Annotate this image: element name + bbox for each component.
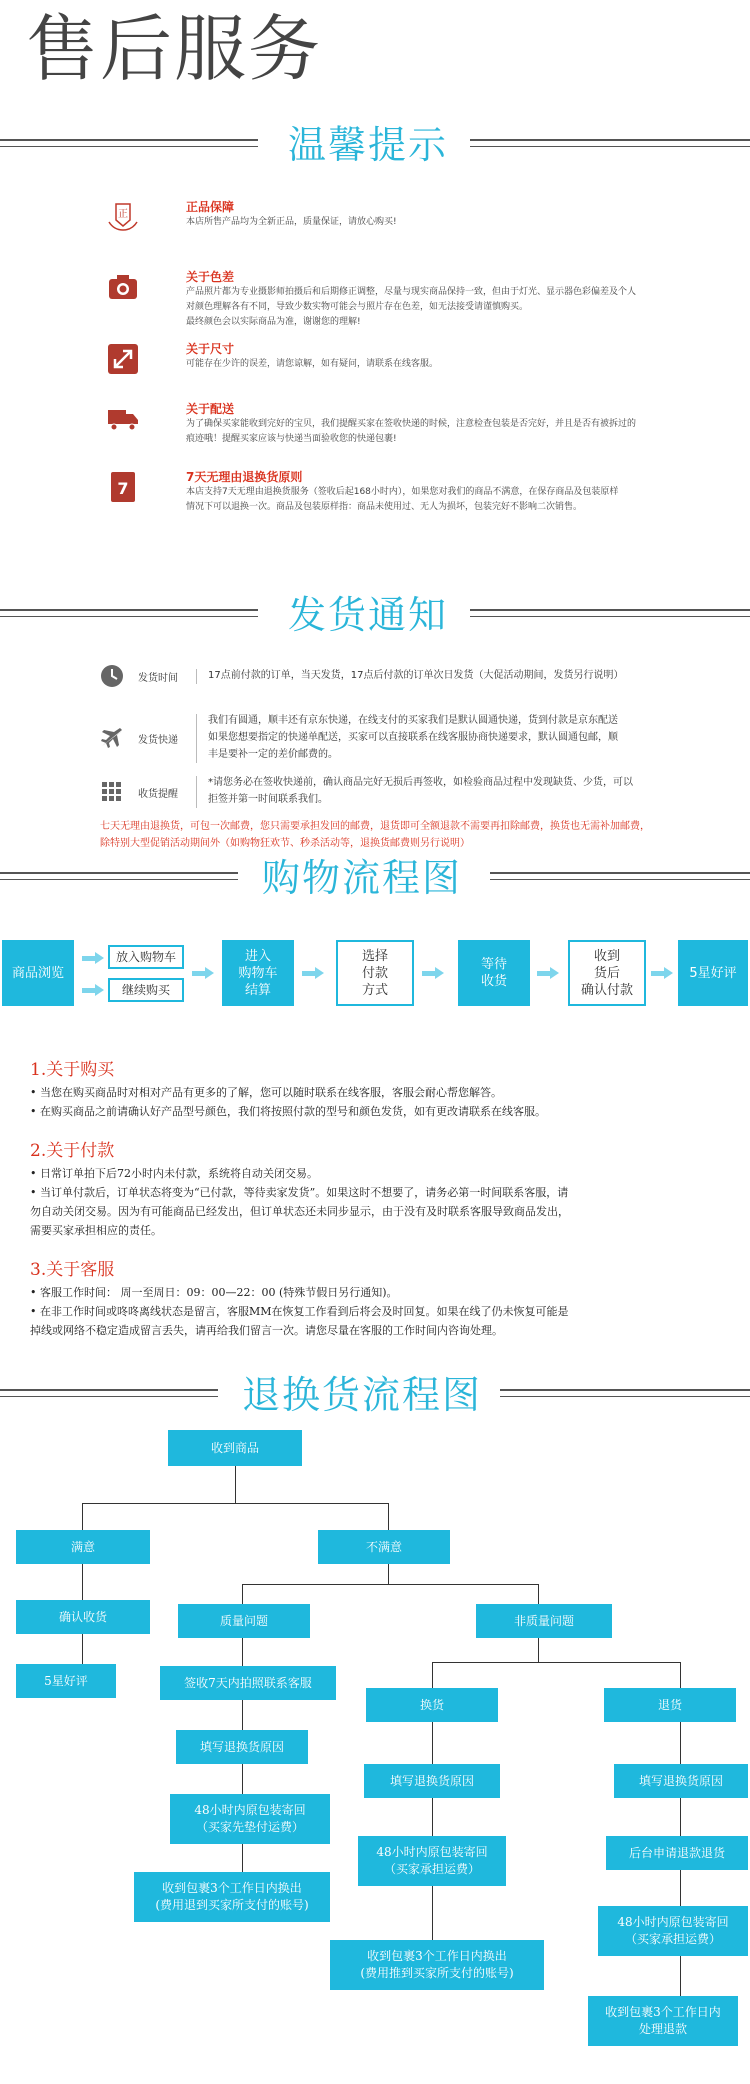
tip-title: 关于配送 [186,402,235,416]
plane-icon [98,724,126,752]
genuine-icon [106,200,140,234]
flow-arrow [82,953,104,963]
section-title-shipping: 发货通知 [288,593,449,637]
return-five-star: 5星好评 [16,1664,116,1698]
faq-line: • 当订单付款后，订单状态将变为“已付款，等待卖家发货”。如果这时不想要了，请务必第一时间联系客服，请 [30,1186,569,1199]
return-quality-step-4: 收到包裹3个工作日内换出 (费用退到买家所支付的账号) [134,1872,330,1922]
return-refund-step-2: 后台申请退款退货 [606,1836,748,1870]
shipping-notice-line: 除特别大型促销活动期间外（如购物狂欢节、秒杀活动等，退换货邮费则另行说明） [100,838,470,849]
tip-body-line: 对颜色理解各有不同，导致少数实物可能会与照片存在色差，如无法接受请谨慎购买。 [186,302,529,312]
svg-text:正: 正 [118,209,128,220]
tip-body-line: 为了确保买家能收到完好的宝贝，我们提醒买家在签收快递的时候，注意检查包装是否完好，并且是否有被拆过的 [186,419,637,429]
shipping-body-line: 如果您想要指定的快递单配送，买家可以直接联系在线客服协商快递要求，默认圆通包邮，顺 [208,732,618,743]
tip-body-line: 本店所售产品均为全新正品，质量保证，请放心购买! [186,217,397,227]
return-receive: 收到商品 [168,1430,302,1466]
shipping-body-line: 拒签并第一时间联系我们。 [208,794,328,805]
return-quality-step-3: 48小时内原包装寄回 （买家先垫付运费） [170,1794,330,1844]
tip-title: 关于尺寸 [186,342,235,356]
shipping-label: 发货时间 [138,673,178,684]
faq-line: • 客服工作时间： 周一至周日：09：00—22：00 (特殊节假日另行通知)。 [30,1286,398,1299]
faq-line: 掉线或网络不稳定造成留言丢失，请再给我们留言一次。请您尽量在客服的工作时间内咨询处理。 [30,1324,503,1337]
shipping-body-line: 17点前付款的订单，当天发货，17点后付款的订单次日发货（大促活动期间，发货另行说明） [208,670,624,681]
return-refund: 退货 [604,1688,736,1722]
flow-continue: 继续购买 [108,978,184,1002]
shipping-body-line: 丰是要补一定的差价邮费的。 [208,749,338,760]
tip-title: 关于色差 [186,270,235,284]
return-quality-step-1: 签收7天内拍照联系客服 [160,1666,336,1700]
clock-icon [98,662,126,690]
section-header-shopping-flow [0,848,750,908]
faq-line: • 在非工作时间或咚咚离线状态是留言，客服MM在恢复工作看到后将会及时回复。如果在线了仍未恢复可能是 [30,1305,569,1318]
tip-body-line: 本店支持7天无理由退换货服务（签收后起168小时内），如果您对我们的商品不满意，在保存商品及包装原样 [186,487,619,497]
shipping-notice-line: 七天无理由退换货，可包一次邮费，您只需要承担发回的邮费，退货即可全额退款不需要再扣除邮费，换货也无需补加邮费， [100,821,650,832]
return-non-quality: 非质量问题 [476,1604,612,1638]
flow-cart: 放入购物车 [108,945,184,969]
shipping-label: 发货快递 [138,735,178,746]
flow-review: 5星好评 [678,940,748,1006]
flow-arrow [192,968,214,978]
flow-arrow [82,985,104,995]
flow-wait: 等待 收货 [458,940,530,1006]
faq-title: 1.关于购买 [30,1060,115,1080]
faq-line: 勿自动关闭交易。因为有可能商品已经发出，但订单状态还未同步显示，由于没有及时联系客服导致商品发出， [30,1205,569,1218]
shipping-body-line: 我们有圆通，顺丰还有京东快递，在线支付的买家我们是默认圆通快递，货到付款是京东配送 [208,715,618,726]
page-title: 售后服务 [26,7,323,91]
flow-arrow [651,968,673,978]
return-unsatisfied: 不满意 [318,1530,450,1564]
return-satisfied: 满意 [16,1530,150,1564]
flow-arrow [302,968,324,978]
faq-line: 需要买家承担相应的责任。 [30,1224,162,1237]
faq-title: 3.关于客服 [30,1260,115,1280]
faq-title: 2.关于付款 [30,1141,115,1161]
section-title-tips: 温馨提示 [288,123,449,167]
return-exchange-step-2: 48小时内原包装寄回 （买家承担运费） [358,1836,506,1886]
tip-body-line: 痕迹哦！提醒买家应该与快递当面验收您的快递包裹! [186,434,397,444]
tip-body-line: 产品照片都为专业摄影师拍摄后和后期修正调整，尽量与现实商品保持一致，但由于灯光、显示器色彩偏差及个人 [186,287,637,297]
truck-icon [106,402,140,436]
flow-pay: 选择 付款 方式 [336,940,414,1006]
shipping-notice [100,818,700,852]
return-exchange-step-3: 收到包裹3个工作日内换出 (费用推到买家所支付的账号) [330,1940,544,1990]
shipping-body-line: *请您务必在签收快递前，确认商品完好无损后再签收，如检验商品过程中发现缺货、少货，可以 [208,777,633,788]
shipping-label: 收货提醒 [138,788,178,800]
flow-arrow [422,968,444,978]
grid-icon [98,778,126,806]
return-refund-step-3: 48小时内原包装寄回 （买家承担运费） [598,1906,748,1956]
flow-browse: 商品浏览 [2,940,74,1006]
faq-line: • 在购买商品之前请确认好产品型号颜色，我们将按照付款的型号和颜色发货，如有更改请联系在线客服。 [30,1105,546,1118]
faq-line: • 当您在购买商品时对相对产品有更多的了解，您可以随时联系在线客服，客服会耐心帮您解答。 [30,1086,502,1099]
section-title-shopping-flow: 购物流程图 [262,856,463,900]
flow-confirm: 收到 货后 确认付款 [568,940,646,1006]
tip-title: 正品保障 [186,200,235,214]
shipping-separator [196,669,197,684]
section-title-return-flow: 退换货流程图 [242,1373,483,1417]
section-header-return-flow [0,1365,750,1425]
svg-text:7: 7 [117,479,129,498]
flow-arrow [537,968,559,978]
shipping-separator [196,714,197,763]
flow-checkout: 进入 购物车 结算 [222,940,294,1006]
section-header-tips [0,115,750,175]
faq-line: • 日常订单拍下后72小时内未付款，系统将自动关闭交易。 [30,1167,318,1180]
section-header-shipping [0,585,750,645]
seven-day-icon [106,470,140,504]
camera-icon [106,270,140,304]
tip-body-line: 可能存在少许的误差，请您谅解，如有疑问，请联系在线客服。 [186,359,439,369]
tip-body-line: 最终颜色会以实际商品为准，谢谢您的理解! [186,317,361,327]
return-confirm-receipt: 确认收货 [16,1600,150,1634]
return-exchange: 换货 [366,1688,498,1722]
return-refund-step-4: 收到包裹3个工作日内 处理退款 [588,1996,738,2046]
return-quality: 质量问题 [178,1604,310,1638]
tip-body-line: 情况下可以退换一次。商品及包装原样指：商品未使用过、无人为损坏，包装完好不影响二次销售。 [186,502,583,512]
return-quality-step-2: 填写退换货原因 [176,1730,308,1764]
shipping-separator [196,776,197,808]
return-refund-step-1: 填写退换货原因 [614,1764,748,1798]
return-exchange-step-1: 填写退换货原因 [364,1764,500,1798]
resize-icon [106,342,140,376]
tip-title: 7天无理由退换货原则 [186,470,303,484]
